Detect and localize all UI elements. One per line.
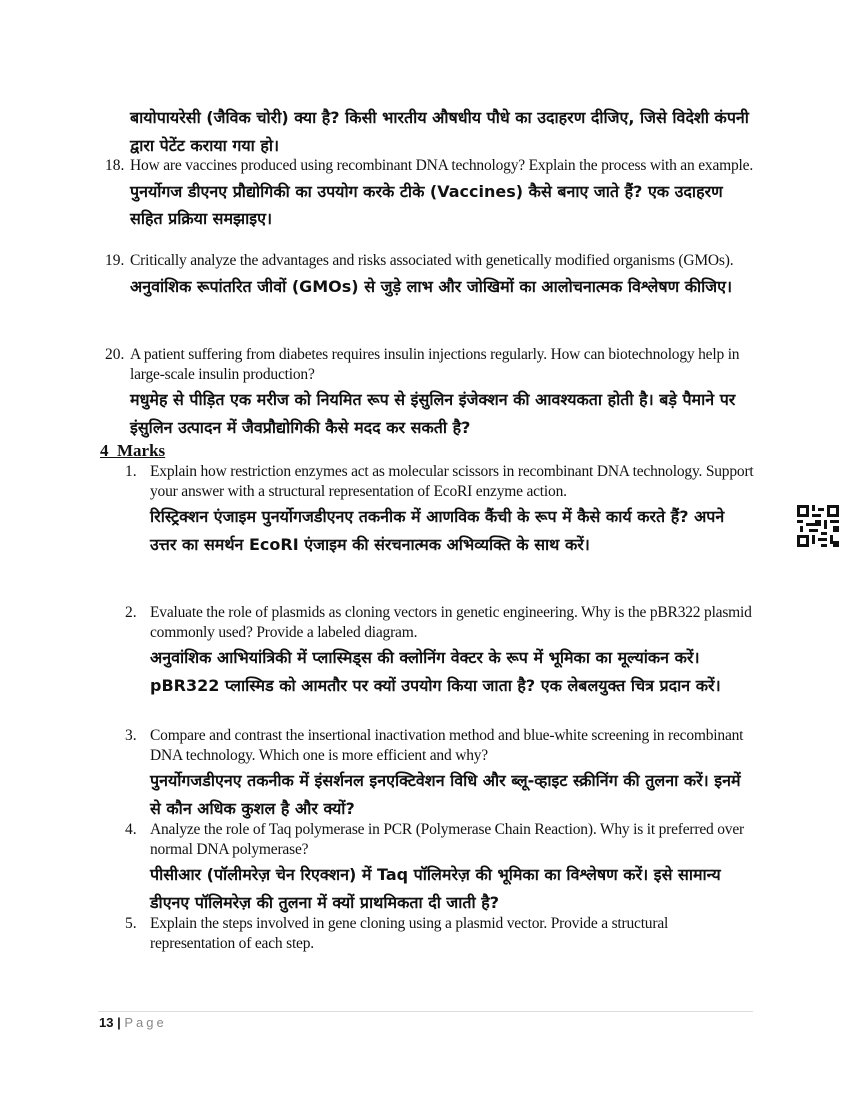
question-english: Critically analyze the advantages and risks associated with genetically modified organisms (GMOs).	[130, 252, 734, 269]
question-4m-3	[125, 726, 755, 822]
question-english: Explain the steps involved in gene cloning using a plasmid vector. Provide a structural representation of each step.	[150, 915, 669, 952]
question-number: 18.	[105, 157, 125, 174]
question-19	[105, 251, 755, 300]
question-hindi: पीसीआर (पॉलीमरेज़ चेन रिएक्शन) में Taq पॉलिमरेज़ की भूमिका का विश्लेषण करें। इसे सामान्य डीएनए पॉलिमरेज़ की तुलना में क्यों प्राथमिकता दी जाती है?	[150, 865, 721, 912]
question-4m-1	[125, 462, 755, 558]
question-english: How are vaccines produced using recombinant DNA technology? Explain the process with an example.	[130, 157, 753, 174]
qr-code-icon	[797, 505, 839, 547]
section-heading: 4 Marks	[100, 441, 166, 460]
question-4m-4	[125, 820, 755, 916]
page-number: 13	[99, 1015, 114, 1030]
question-17-hindi-continuation: बायोपायरेसी (जैविक चोरी) क्या है? किसी भारतीय औषधीय पौधे का उदाहरण दीजिए, जिसे विदेशी कंपनी द्वारा पेटेंट कराया गया हो।	[130, 108, 749, 155]
question-number: 20.	[105, 346, 125, 363]
question-number: 2.	[125, 604, 137, 621]
footer-separator: |	[117, 1015, 121, 1030]
question-number: 1.	[125, 463, 137, 480]
question-20	[105, 345, 755, 441]
question-4m-5	[125, 914, 755, 953]
question-english: Evaluate the role of plasmids as cloning vectors in genetic engineering. Why is the pBR322 plasmid commonly used? Provide a labeled diagram.	[150, 604, 752, 641]
question-hindi: अनुवांशिक रूपांतरित जीवों (GMOs) से जुड़े लाभ और जोखिमों का आलोचनात्मक विश्लेषण कीजिए।	[130, 276, 733, 296]
question-hindi: रिस्ट्रिक्शन एंजाइम पुनर्योगजडीएनए तकनीक में आणविक कैंची के रूप में कैसे कार्य करते हैं? अपने उत्तर का समर्थन EcoRI एंजाइम की संरचनात्मक अभिव्यक्ति के साथ करें।	[150, 507, 725, 554]
question-number: 19.	[105, 252, 125, 269]
question-18	[105, 156, 755, 233]
question-hindi: पुनर्योगज डीएनए प्रौद्योगिकी का उपयोग करके टीके (Vaccines) कैसे बनाए जाते हैं? एक उदाहरण सहित प्रक्रिया समझाइए।	[130, 181, 723, 228]
question-number: 4.	[125, 821, 137, 838]
question-english: Explain how restriction enzymes act as molecular scissors in recombinant DNA technology. Support your answer with a structural representation of EcoRI enzyme action.	[150, 463, 754, 500]
page-footer	[99, 1015, 167, 1030]
question-hindi: मधुमेह से पीड़ित एक मरीज को नियमित रूप से इंसुलिन इंजेक्शन की आवश्यकता होती है। बड़े पैमाने पर इंसुलिन उत्पादन में जैवप्रौद्योगिकी कैसे मदद कर सकती है?	[130, 390, 736, 437]
page-label: Page	[124, 1015, 167, 1030]
question-english: Analyze the role of Taq polymerase in PCR (Polymerase Chain Reaction). Why is it preferred over normal DNA polymerase?	[150, 821, 744, 858]
question-hindi: पुनर्योगजडीएनए तकनीक में इंसर्शनल इनएक्टिवेशन विधि और ब्लू-व्हाइट स्क्रीनिंग की तुलना करें। इनमें से कौन अधिक कुशल है और क्यों?	[150, 771, 741, 818]
footer-divider	[98, 1011, 753, 1012]
question-number: 5.	[125, 915, 137, 932]
question-4m-2	[125, 603, 755, 699]
question-english: Compare and contrast the insertional inactivation method and blue-white screening in recombinant DNA technology. Which one is more efficient and why?	[150, 727, 744, 764]
question-number: 3.	[125, 727, 137, 744]
question-english: A patient suffering from diabetes requires insulin injections regularly. How can biotechnology help in large-scale insulin production?	[130, 346, 740, 383]
question-hindi: अनुवांशिक आभियांत्रिकी में प्लास्मिड्स की क्लोनिंग वेक्टर के रूप में भूमिका का मूल्यांकन करें। pBR322 प्लास्मिड को आमतौर पर क्यों उपयोग किया जाता है? एक लेबलयुक्त चित्र प्रदान करें।	[150, 648, 721, 695]
